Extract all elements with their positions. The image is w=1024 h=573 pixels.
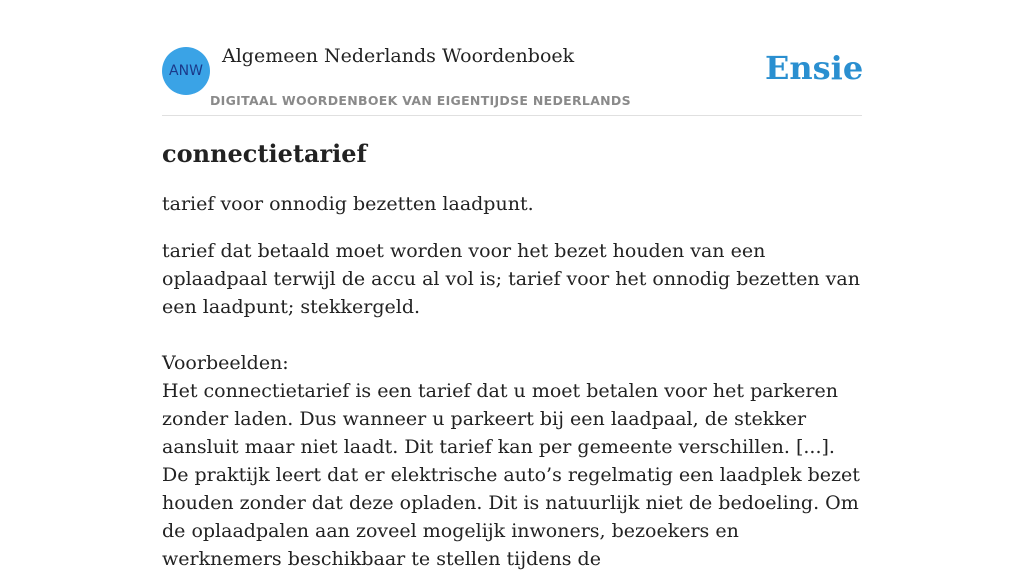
examples-label: Voorbeelden: bbox=[162, 352, 289, 374]
site-title[interactable]: Algemeen Nederlands Woordenboek bbox=[222, 45, 575, 67]
long-definition: tarief dat betaald moet worden voor het bezet houden van een oplaadpaal terwijl de accu al vol is; tarief voor het onnodig bezetten van een laadpunt; stekkergeld. bbox=[162, 240, 860, 318]
anw-logo-text: ANW bbox=[169, 63, 203, 79]
anw-logo[interactable] bbox=[162, 47, 210, 95]
short-definition: tarief voor onnodig bezetten laadpunt. bbox=[162, 193, 534, 215]
entry-content bbox=[162, 138, 864, 573]
site-subtitle: DIGITAAL WOORDENBOEK VAN EIGENTIJDSE NEDERLANDS bbox=[210, 93, 631, 108]
example-text: Het connectietarief is een tarief dat u moet betalen voor het parkeren zonder laden. Dus wanneer u parkeert bij een laadpaal, de stekker aansluit maar niet laadt. Dit tarief kan per gemeente verschillen. [...]. De praktijk leert dat er elektrische auto’s regelmatig een laadplek bezet houden zonder dat deze opladen. Dit is natuurlijk niet de bedoeling. Om de oplaadpalen aan zoveel mogelijk inwoners, bezoekers en werknemers beschikbaar te stellen tijdens de bbox=[162, 380, 860, 570]
header-divider bbox=[162, 115, 862, 116]
ensie-logo[interactable]: Ensie bbox=[765, 49, 864, 87]
entry-term: connectietarief bbox=[162, 139, 367, 168]
